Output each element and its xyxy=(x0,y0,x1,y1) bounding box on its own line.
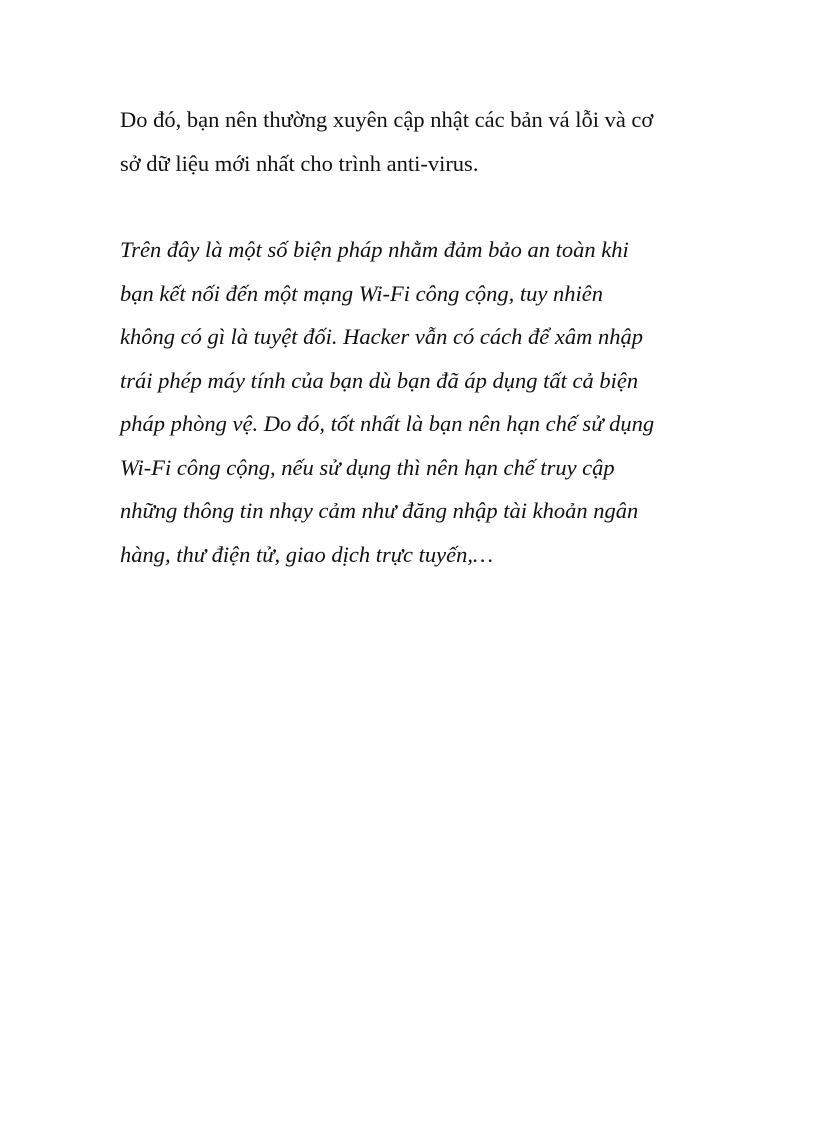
text-line: Do đó, bạn nên thường xuyên cập nhật các bản vá lỗi và cơ xyxy=(120,107,654,132)
text-line: Wi-Fi công cộng, nếu sử dụng thì nên hạn chế truy cập xyxy=(120,454,615,480)
text-line: sở dữ liệu mới nhất cho trình anti-virus. xyxy=(120,150,479,176)
text-line: bạn kết nối đến một mạng Wi-Fi công cộng, tuy nhiên xyxy=(120,280,604,306)
text-line: hàng, thư điện tử, giao dịch trực tuyến,… xyxy=(120,541,494,567)
text-line: trái phép máy tính của bạn dù bạn đã áp dụng tất cả biện xyxy=(120,367,639,393)
paragraph-antivirus-update xyxy=(120,98,700,185)
paragraph-public-wifi-conclusion xyxy=(120,228,700,576)
document-body xyxy=(120,98,700,576)
text-line: những thông tin nhạy cảm như đăng nhập tài khoản ngân xyxy=(120,498,639,523)
text-line: Trên đây là một số biện pháp nhằm đảm bảo an toàn khi xyxy=(120,237,629,262)
text-line: pháp phòng vệ. Do đó, tốt nhất là bạn nên hạn chế sử dụng xyxy=(120,411,655,436)
text-line: không có gì là tuyệt đối. Hacker vẫn có cách để xâm nhập xyxy=(120,324,643,349)
